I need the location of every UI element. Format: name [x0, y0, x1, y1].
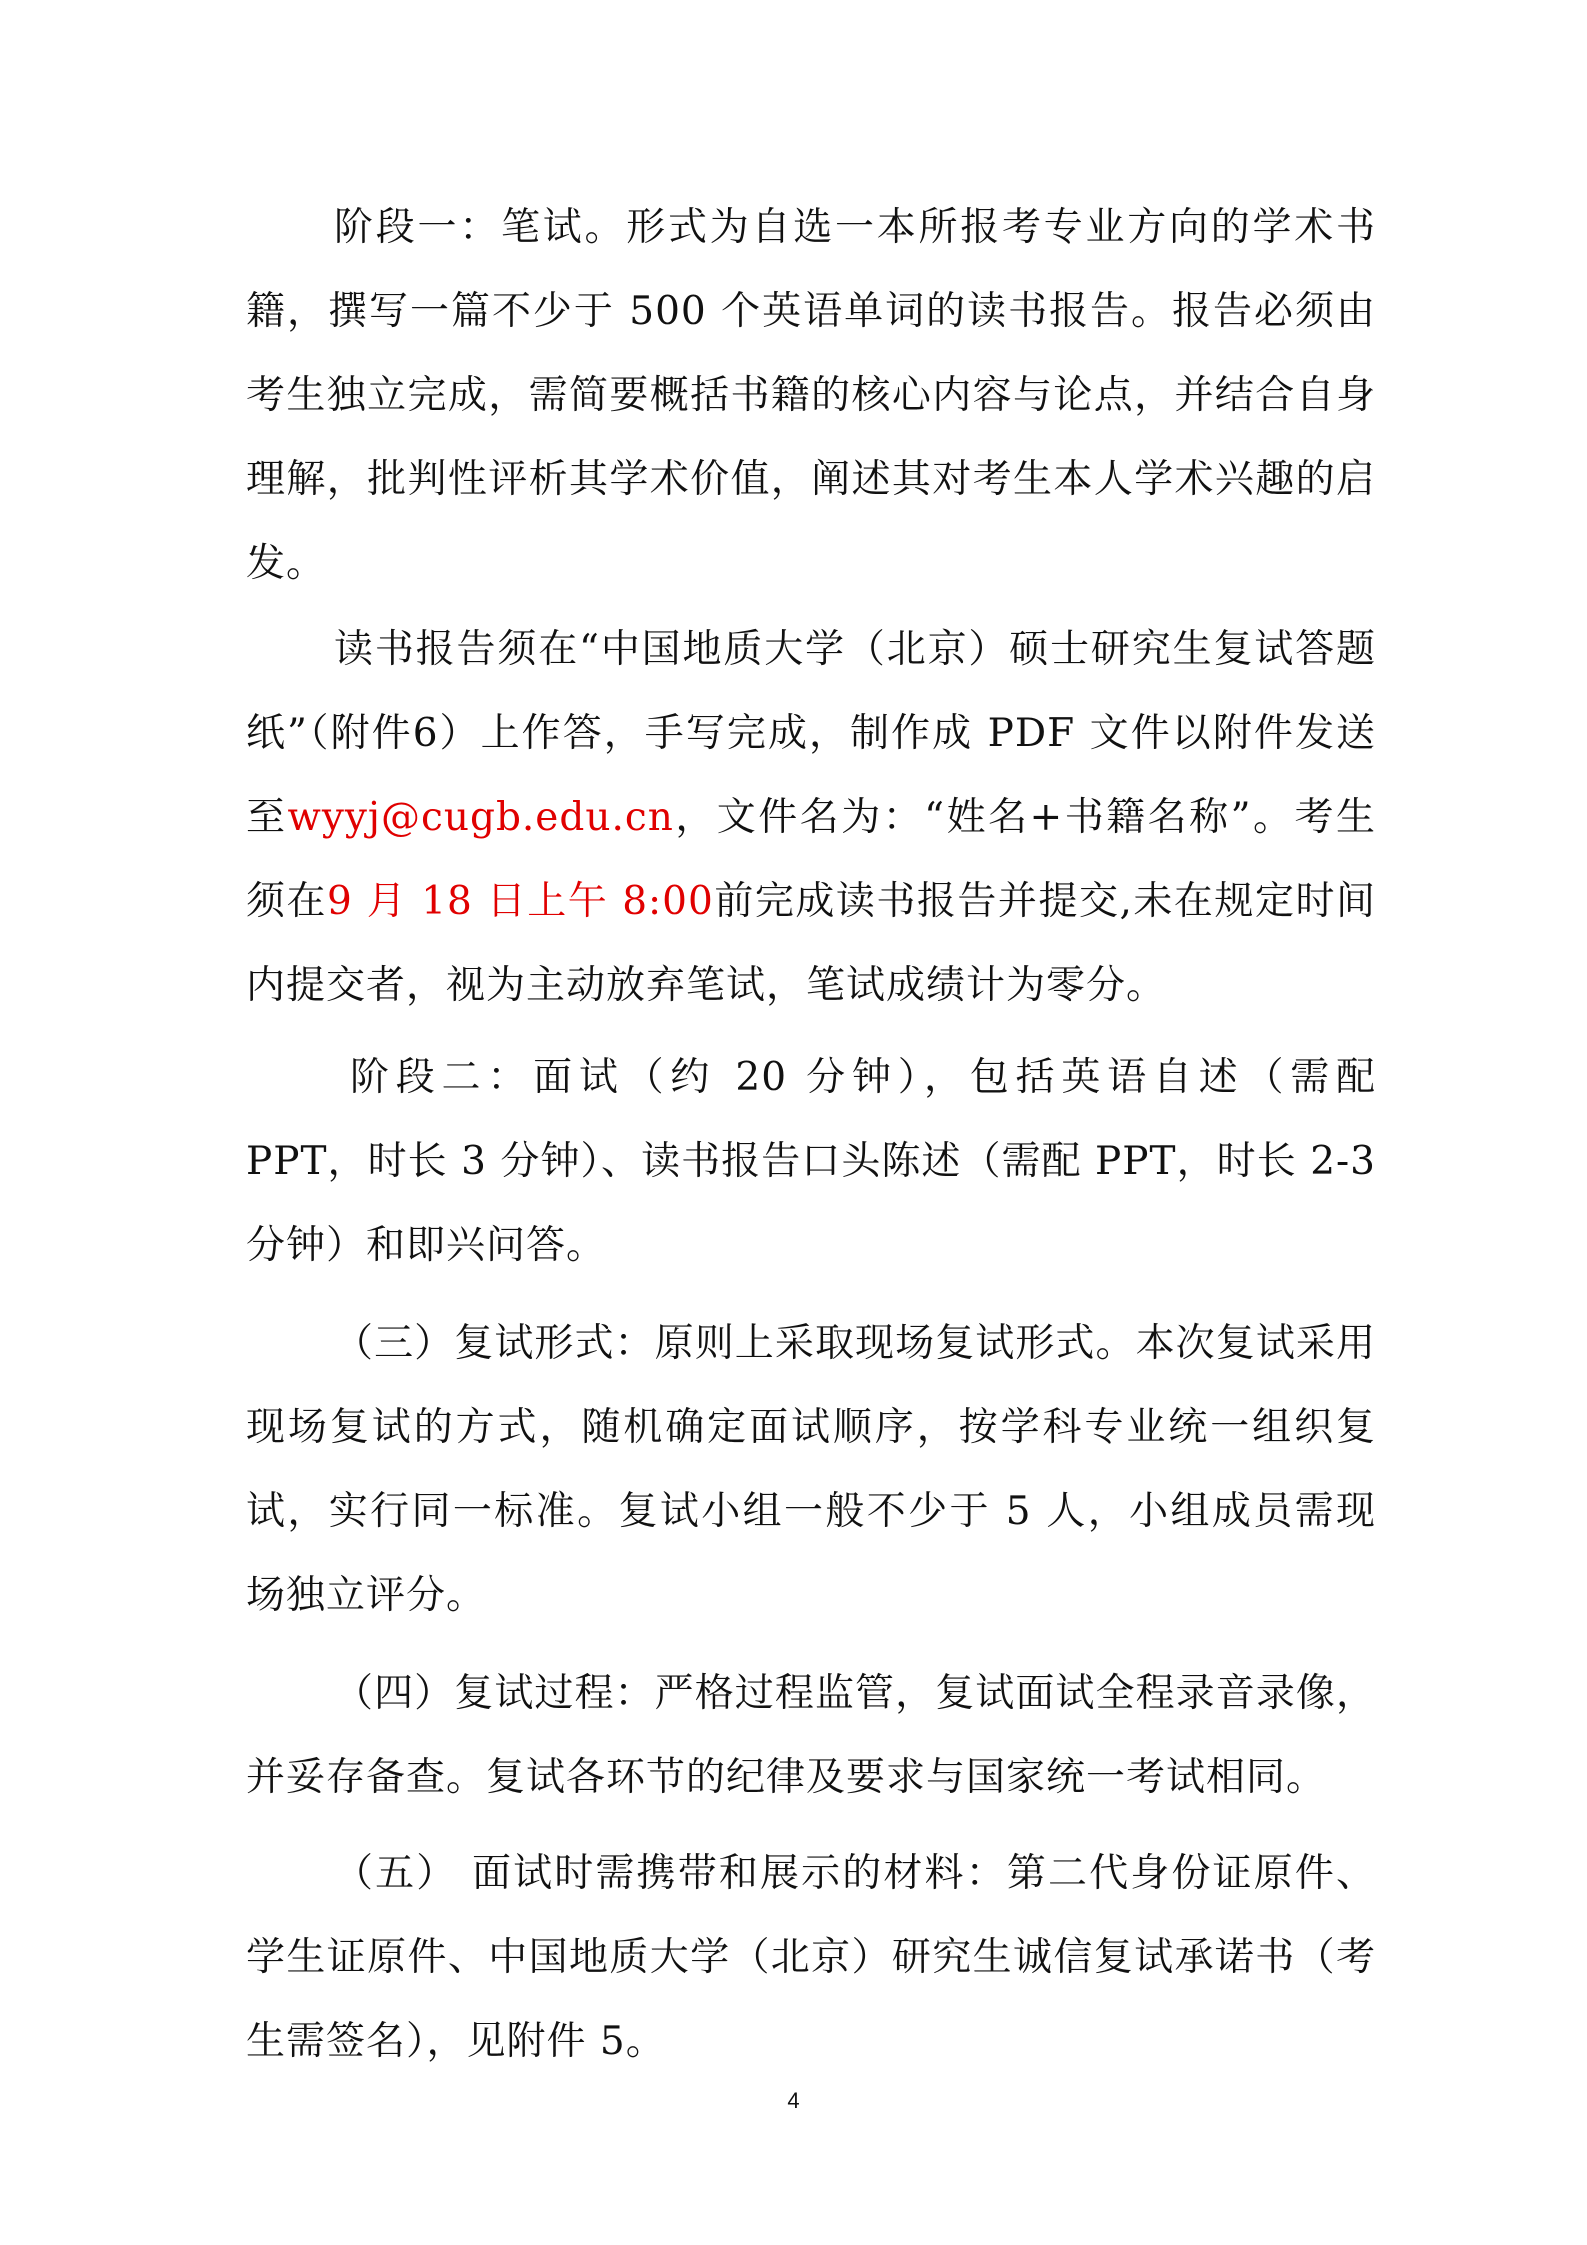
page-number: 4 [787, 2088, 800, 2113]
paragraph-text: 读书报告须在“中国地质大学（北京）硕士研究生复试答题纸”（附件6）上作答，手写完成，制作成 PDF 文件以附件发送至 [246, 627, 1376, 840]
paragraph-text: （五） 面试时需携带和展示的材料：第二代身份证原件、 学生证原件、中国地质大学（北京）研究生诚信复试承诺书（考生需签名），见附件 5。 [246, 1851, 1376, 2064]
paragraph-stage-one-written-exam [246, 186, 1376, 606]
submission-email: wyyj@cugb.edu.cn [287, 795, 674, 840]
paragraph-text: ，文件名为：“姓名+书籍名称”。考生须在 [246, 795, 1376, 924]
paragraph-stage-two-interview [246, 1036, 1376, 1288]
paragraph-text: 阶段一：笔试。形式为自选一本所报考专业方向的学术书籍，撰写一篇不少于 500 个英语单词的读书报告。报告必须由考生独立完成，需简要概括书籍的核心内容与论点，并结合自身理解，批判性评析其学术价值，阐述其对考生本人学术兴趣的启发。 [246, 205, 1376, 586]
paragraph-required-materials [246, 1832, 1376, 2084]
paragraph-report-submission [246, 608, 1376, 1028]
page-body [246, 186, 1376, 2084]
submission-deadline: 9 月 18 日上午 8:00 [327, 879, 714, 924]
paragraph-text: （三）复试形式：原则上采取现场复试形式。本次复试采用现场复试的方式，随机确定面试顺序，按学科专业统一组织复试，实行同一标准。复试小组一般不少于 5 人，小组成员需现场独立评分。 [246, 1321, 1376, 1618]
paragraph-text: 前完成读书报告并提交,未在规定时间内提交者，视为主动放弃笔试，笔试成绩计为零分。 [246, 879, 1376, 1008]
paragraph-retest-format [246, 1302, 1376, 1638]
paragraph-text: （四）复试过程：严格过程监管，复试面试全程录音录像，并妥存备查。复试各环节的纪律及要求与国家统一考试相同。 [246, 1671, 1376, 1800]
paragraph-text: 阶段二：面试（约 20 分钟），包括英语自述（需配 PPT，时长 3 分钟）、读书报告口头陈述（需配 PPT，时长 2-3 分钟）和即兴问答。 [246, 1055, 1376, 1268]
paragraph-retest-process [246, 1652, 1376, 1820]
